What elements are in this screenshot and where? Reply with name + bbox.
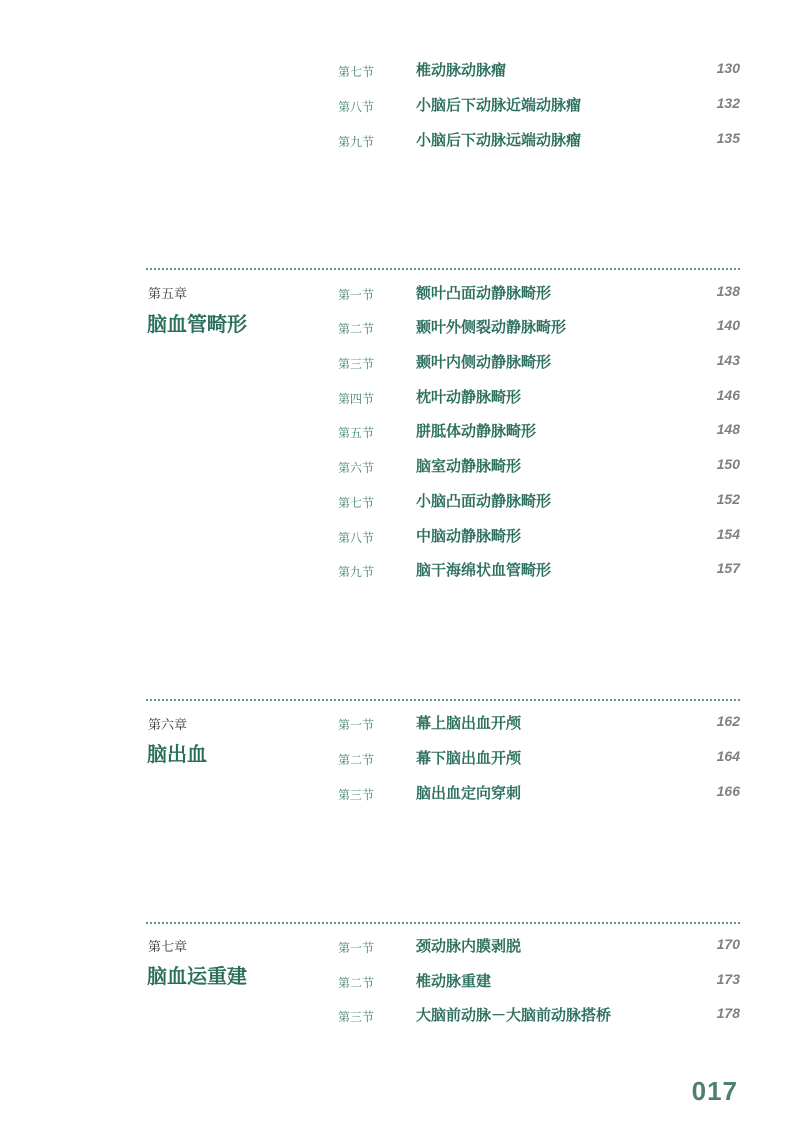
toc-entry[interactable] [338,969,740,993]
section-number: 第三节 [338,357,375,371]
toc-entry[interactable] [338,489,740,513]
toc-entry[interactable] [338,281,740,305]
toc-entry[interactable] [338,93,740,117]
section-title: 幕上脑出血开颅 [416,714,522,732]
section-page: 135 [716,130,740,146]
chapter-title: 脑出血 [147,742,207,766]
toc-entry[interactable] [338,385,740,409]
section-page: 152 [716,491,740,507]
section-number: 第一节 [338,718,375,732]
section-title: 颞叶内侧动静脉畸形 [416,353,552,371]
section-title: 椎动脉重建 [416,972,492,990]
section-number: 第九节 [338,135,375,149]
toc-entry[interactable] [338,524,740,548]
section-title: 中脑动静脉畸形 [416,527,522,545]
section-number: 第一节 [338,941,375,955]
toc-entry[interactable] [338,58,740,82]
section-page: 166 [716,783,740,799]
section-number: 第一节 [338,288,375,302]
section-page: 130 [716,60,740,76]
toc-entry[interactable] [338,781,740,805]
section-title: 椎动脉动脉瘤 [416,61,507,79]
toc-entry[interactable] [338,746,740,770]
chapter-divider [146,268,740,270]
chapter-label: 第六章 [148,718,188,733]
section-number: 第八节 [338,100,375,114]
toc-entry[interactable] [338,128,740,152]
section-title: 大脑前动脉－大脑前动脉搭桥 [416,1006,612,1024]
section-number: 第八节 [338,531,375,545]
section-page: 148 [716,421,740,437]
section-page: 143 [716,352,740,368]
section-page: 140 [716,317,740,333]
section-number: 第二节 [338,322,375,336]
toc-entry[interactable] [338,419,740,443]
section-page: 138 [716,283,740,299]
section-title: 小脑凸面动静脉畸形 [416,492,552,510]
page-number: 017 [691,1076,738,1106]
toc-entry[interactable] [338,711,740,735]
toc-entry[interactable] [338,454,740,478]
section-page: 178 [716,1005,740,1021]
section-number: 第五节 [338,426,375,440]
section-number: 第四节 [338,392,375,406]
section-title: 枕叶动静脉畸形 [416,388,522,406]
toc-entry[interactable] [338,350,740,374]
toc-entry[interactable] [338,1003,740,1027]
section-number: 第六节 [338,461,375,475]
section-page: 154 [716,526,740,542]
chapter-label: 第七章 [148,940,188,955]
section-number: 第二节 [338,753,375,767]
section-page: 146 [716,387,740,403]
section-page: 157 [716,560,740,576]
chapter-divider [146,699,740,701]
section-title: 幕下脑出血开颅 [416,749,522,767]
section-page: 150 [716,456,740,472]
section-title: 小脑后下动脉近端动脉瘤 [416,96,582,114]
section-page: 132 [716,95,740,111]
toc-entry[interactable] [338,558,740,582]
toc-entry[interactable] [338,315,740,339]
section-number: 第二节 [338,976,375,990]
section-page: 170 [716,936,740,952]
section-page: 173 [716,971,740,987]
section-number: 第三节 [338,1010,375,1024]
section-page: 162 [716,713,740,729]
section-title: 颞叶外侧裂动静脉畸形 [416,318,567,336]
section-title: 胼胝体动静脉畸形 [416,422,537,440]
section-number: 第七节 [338,65,375,79]
toc-entry[interactable] [338,934,740,958]
section-title: 额叶凸面动静脉畸形 [416,284,552,302]
chapter-title: 脑血运重建 [147,964,247,988]
section-title: 颈动脉内膜剥脱 [416,937,522,955]
section-title: 脑室动静脉畸形 [416,457,522,475]
chapter-divider [146,922,740,924]
section-page: 164 [716,748,740,764]
chapter-title: 脑血管畸形 [147,312,247,336]
chapter-label: 第五章 [148,287,188,302]
section-title: 小脑后下动脉远端动脉瘤 [416,131,582,149]
section-number: 第七节 [338,496,375,510]
section-number: 第九节 [338,565,375,579]
section-title: 脑出血定向穿刺 [416,784,522,802]
section-number: 第三节 [338,788,375,802]
section-title: 脑干海绵状血管畸形 [416,561,552,579]
